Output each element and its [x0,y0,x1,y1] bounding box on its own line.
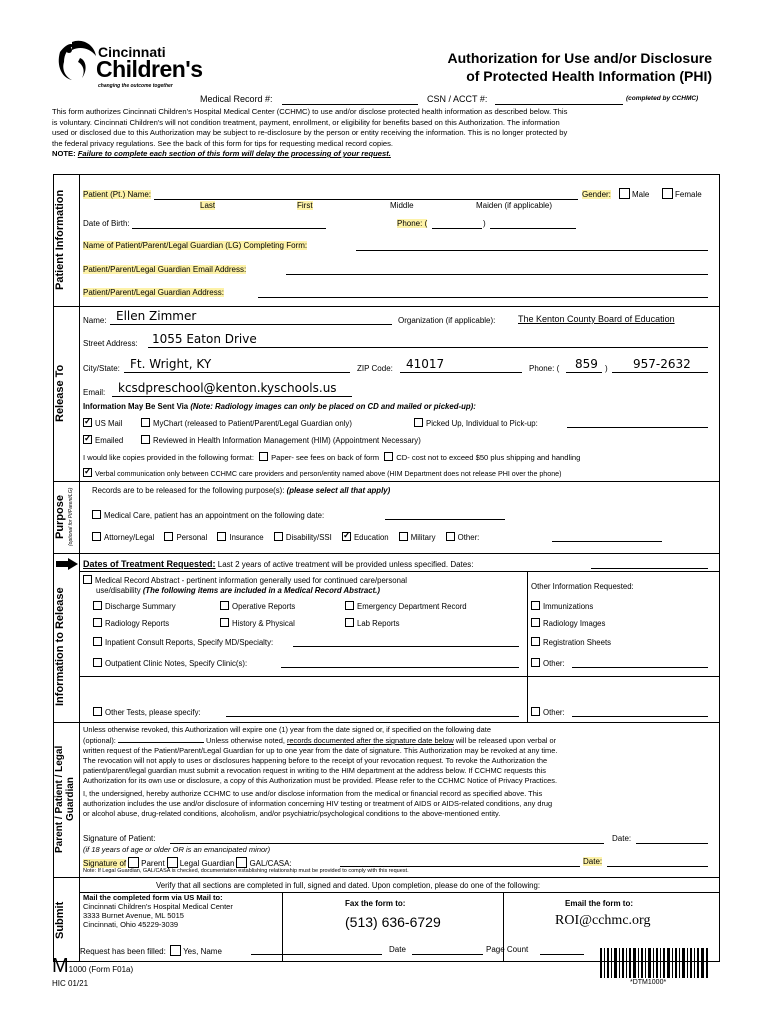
immunizations-option[interactable] [531,601,593,611]
info-col-divider [527,571,528,722]
fax-value: (513) 636-6729 [345,914,441,930]
parent-label: Parent [141,859,165,868]
dates-text: Last 2 years of active treatment will be provided unless specified. Dates: [217,560,474,569]
other-tests-checkbox[interactable] [93,707,102,716]
parent-checkbox[interactable] [128,857,139,868]
form-letter: M [52,955,69,977]
via-note: (Note: Radiology images can only be placed on CD and mailed or picked-up): [190,402,476,411]
patient-phone-close: ) [483,219,486,228]
outpatient-label: Outpatient Clinic Notes, Specify Clinic(s): [105,659,248,668]
sig-guardian-date-field[interactable] [607,866,708,867]
medical-record-label: Medical Record #: [200,94,273,104]
zip-value: 41017 [406,357,445,371]
discharge-label: Discharge Summary [105,602,176,611]
patient-email-label: Patient/Parent/Legal Guardian Email Address: [83,265,247,274]
disability-label: Disability/SSI [285,533,332,542]
dates-field[interactable] [591,568,708,569]
patient-address-label: Patient/Parent/Legal Guardian Address: [83,288,224,297]
filled-date-field[interactable] [412,954,483,955]
purpose-side-sub: (optional for Pt/Parent/LG) [68,487,74,547]
completed-by-note: (completed by CCHMC) [626,95,699,102]
expiration-line: Unless otherwise revoked, this Authorization will expire one (1) year from the date signed or, if specified on the following date [83,725,491,734]
outpatient-option[interactable] [93,658,247,668]
opt-him[interactable] [141,435,421,445]
mychart-label: MyChart (released to Patient/Parent/Legal Guardian only) [153,419,352,428]
section-divider [53,481,720,482]
purpose-other-checkbox[interactable] [446,532,455,541]
submit-col-divider [282,892,283,962]
gender-label: Gender: [582,190,611,199]
section-divider [53,877,720,878]
side-divider [79,174,80,962]
purpose-other-field[interactable] [552,541,662,542]
lab-option[interactable] [345,618,399,628]
section-divider [53,553,720,554]
insurance-checkbox[interactable] [217,532,226,541]
form-title-line2: of Protected Health Information (PHI) [466,68,712,84]
medical-care-label: Medical Care, patient has an appointment on the following date: [104,511,325,520]
form-num: 1000 (Form F01a) [68,965,134,974]
completing-form-field[interactable] [356,250,708,251]
filled-yes-checkbox[interactable] [170,945,181,956]
mychart-checkbox[interactable] [141,418,150,427]
female-label: Female [675,190,702,199]
emergency-checkbox[interactable] [345,601,354,610]
military-checkbox[interactable] [399,532,408,541]
him-checkbox[interactable] [141,435,150,444]
patient-email-field[interactable] [286,274,708,275]
mail-line: Cincinnati Children's Hospital Medical Center [83,902,233,911]
release-phone-label: Phone: ( [529,364,560,373]
expiration-line: patient/parent/legal guardian must submit a revocation request in writing to the HIM department at the address below. If CCHMC requests this [83,766,546,775]
zip-label: ZIP Code: [357,364,393,373]
male-label: Male [632,190,650,199]
paper-label: Paper- see fees on back of form [271,453,380,462]
sig-patient-note: (if 18 years of age or older OR is an emancipated minor) [83,845,271,854]
first-label: First [297,201,313,210]
other1-field[interactable] [572,667,708,668]
legal-guardian-checkbox[interactable] [167,857,178,868]
male-checkbox[interactable] [619,188,630,199]
registration-option[interactable] [531,637,611,647]
lab-label: Lab Reports [357,619,400,628]
filled-date-label: Date [389,945,406,954]
release-to-side-label: Release To [54,364,66,423]
release-name-value: Ellen Zimmer [116,309,197,323]
inpatient-label: Inpatient Consult Reports, Specify MD/Specialty: [105,638,274,647]
abstract-label: Medical Record Abstract - pertinent information generally used for continued care/personal [95,576,408,585]
opt-verbal[interactable] [83,468,561,478]
personal-checkbox[interactable] [164,532,173,541]
discharge-option[interactable] [93,601,176,611]
verbal-checkbox[interactable] [83,468,92,477]
emailed-label: Emailed [95,436,124,445]
discharge-checkbox[interactable] [93,601,102,610]
fax-label: Fax the form to: [345,899,406,908]
purpose-intro [92,486,390,495]
attorney-label: Attorney/Legal [104,533,155,542]
opt-emailed[interactable] [83,435,123,445]
release-email-value: kcsdpreschool@kenton.kyschools.us [118,381,337,395]
note-text: Failure to complete each section of this form will delay the processing of your request. [77,149,391,158]
page-count-label: Page Count [486,945,529,954]
emergency-label: Emergency Department Record [357,602,467,611]
medical-care-checkbox[interactable] [92,510,101,519]
dob-label: Date of Birth: [83,219,130,228]
info-release-side-label: Information to Release [54,587,66,707]
expiration-text: will be released upon verbal or [455,736,557,745]
intro-line: is voluntary. Cincinnati Children's will not condition treatment, payment, enrollment, or eligibility for benefits based on this Authorization. The information [52,117,560,127]
barcode-text: *DTM1000* [630,979,667,986]
verbal-label: Verbal communication only between CCHMC care providers and person/entity named above (HIM Department does not release PHI over the phone) [95,470,562,478]
radiology-images-option[interactable] [531,618,605,628]
middle-label: Middle [390,201,414,210]
authorization-line: authorization includes the use and/or disclosure of information concerning HIV testing or treatment of AIDS or AIDS-related conditions, any drug [83,799,553,808]
authorization-line: or alcohol abuse, drug-related conditions, alcoholism, and/or psychiatric/psychological conditions to the above-mentioned entity. [83,809,501,818]
insurance-label: Insurance [229,533,264,542]
verify-text: Verify that all sections are completed in full, signed and dated. Upon completion, please do one of the following: [156,881,541,890]
mail-title: Mail the completed form via US Mail to: [83,893,223,902]
pickup-individual-field[interactable] [567,427,708,428]
logo-line2: Children's [96,56,203,82]
city-field[interactable] [124,372,350,373]
abstract-line2 [96,586,380,595]
patient-phone-area-field[interactable] [432,228,482,229]
filled-name-field[interactable] [251,954,382,955]
abstract-option[interactable] [83,575,407,585]
release-email-field[interactable] [112,396,352,397]
csn-field[interactable] [495,104,623,105]
attorney-checkbox[interactable] [92,532,101,541]
sig-patient-date-field[interactable] [636,843,708,844]
city-label: City/State: [83,364,120,373]
usmail-label: US Mail [95,419,123,428]
release-name-label: Name: [83,316,107,325]
other1-option[interactable] [531,658,565,668]
other-tests-label: Other Tests, please specify: [105,708,201,717]
patient-phone-label: Phone: ( [397,219,428,228]
copies-line [83,452,580,462]
expiration-line: The revocation will not apply to uses or disclosures happening before to the receipt of your revocation request. To revoke the Authorization the [83,756,548,765]
immunizations-label: Immunizations [543,602,594,611]
form-number [52,955,133,978]
immunizations-checkbox[interactable] [531,601,540,610]
history-checkbox[interactable] [220,618,229,627]
medical-record-field[interactable] [282,104,418,105]
via-line [83,402,476,411]
csn-label: CSN / ACCT #: [427,94,488,104]
release-email-label: Email: [83,388,106,397]
info-divider [79,676,720,677]
abstract-note: (The following items are included in a Medical Record Abstract.) [142,586,380,595]
optional-label: (optional): [83,736,116,745]
other1-label: Other: [543,659,565,668]
expiration-text: Unless otherwise noted, [206,736,285,745]
authorization-line: I, the undersigned, hereby authorize CCHMC to use and/or disclose information from the medical or financial record as specified above. This [83,789,543,798]
patient-info-side-label: Patient Information [54,189,66,291]
city-value: Ft. Wright, KY [130,357,212,371]
radiology-reports-label: Radiology Reports [105,619,170,628]
signature-side-label: Parent / Patient / Legal Guardian [54,745,76,854]
intro-line: used or disclosed due to this Authorization may be subject to re-disclosure by the person or entity receiving the information. This is no longer protected by [52,128,568,137]
history-label: History & Physical [232,619,295,628]
military-label: Military [410,533,436,542]
gender-male[interactable] [617,188,649,199]
purpose-other-label: Other: [457,533,480,542]
street-field[interactable] [148,347,708,348]
registration-checkbox[interactable] [531,637,540,646]
hic-code: HIC 01/21 [52,979,89,988]
legal-guardian-label: Legal Guardian [179,859,235,868]
note-label: NOTE: [52,149,76,158]
page-count-field[interactable] [540,954,584,955]
email-form-label: Email the form to: [565,899,634,908]
operative-option[interactable] [220,601,295,611]
gender-female[interactable] [660,188,702,199]
filled-label: Request has been filled: [80,947,166,956]
patient-address-field[interactable] [258,297,708,298]
release-name-field[interactable] [110,324,392,325]
section-divider [53,306,720,307]
expiration-line: Authorization for its own use or disclosure, a copy of this Authorization must be provided. Please refer to the CCHMC Notice of Privacy Practices. [83,776,558,785]
other2-checkbox[interactable] [531,707,540,716]
mail-address [83,893,233,929]
via-label: Information May Be Sent Via [83,402,189,411]
sig-guardian-date-label: Date: [583,857,603,866]
opt-usmail[interactable] [83,418,122,428]
outpatient-checkbox[interactable] [93,658,102,667]
release-phone-value: 957-2632 [633,357,691,371]
dates-line [83,559,473,569]
street-label: Street Address: [83,339,138,348]
purpose-intro-note: (please select all that apply) [286,486,391,495]
inpatient-field[interactable] [293,646,519,647]
org-label: Organization (if applicable): [398,316,496,325]
other1-checkbox[interactable] [531,658,540,667]
abstract-line2-text: use/disability [96,586,141,595]
release-phone-area-field[interactable] [566,372,602,373]
registration-label: Registration Sheets [543,638,612,647]
radiology-reports-checkbox[interactable] [93,618,102,627]
other-tests-option[interactable] [93,707,201,717]
logo-tagline: changing the outcome together [98,83,173,89]
usmail-checkbox[interactable] [83,418,92,427]
logo-mark-icon [52,36,102,86]
other-req-label: Other Information Requested: [531,582,634,591]
purpose-options [92,532,479,542]
operative-label: Operative Reports [232,602,296,611]
cd-label: CD- cost not to exceed $50 plus shipping and handling [396,453,581,462]
sig-guardian-line [83,857,292,868]
optional-date-field[interactable] [118,735,204,743]
radiology-images-label: Radiology Images [543,619,606,628]
mail-line: Cincinnati, Ohio 45229-3039 [83,920,179,929]
him-label: Reviewed in Health Information Management (HIM) (Appointment Necessary) [153,436,421,445]
pickedup-label: Picked Up, Individual to Pick-up: [426,419,538,428]
logo-line1: Cincinnati [98,44,166,60]
galcasa-label: GAL/CASA: [249,859,292,868]
intro-line: This form authorizes Cincinnati Children's Hospital Medical Center (CCHMC) to use and/or disclose protected health information as described below. This [52,107,568,116]
female-checkbox[interactable] [662,188,673,199]
inpatient-option[interactable] [93,637,273,647]
sig-of-label: Signature of [83,859,127,868]
patient-name-field[interactable] [154,199,578,200]
lab-checkbox[interactable] [345,618,354,627]
release-phone-field[interactable] [612,372,708,373]
abstract-checkbox[interactable] [83,575,92,584]
disability-checkbox[interactable] [274,532,283,541]
intro-text [52,107,720,160]
outpatient-field[interactable] [281,667,519,668]
patient-phone-field[interactable] [490,228,576,229]
sig-guardian-field[interactable] [340,866,580,867]
purpose-label: Purpose [54,495,66,540]
paper-checkbox[interactable] [259,452,268,461]
dates-label: Dates of Treatment Requested: [83,559,216,569]
mail-line: 3333 Burnet Avenue, ML 5015 [83,911,184,920]
radiology-images-checkbox[interactable] [531,618,540,627]
last-label: Last [200,201,216,210]
org-value: The Kenton County Board of Education [518,314,675,324]
form-title-line1: Authorization for Use and/or Disclosure [447,50,712,66]
other-tests-field[interactable] [226,716,519,717]
dob-field[interactable] [132,228,326,229]
authorization-paragraph [83,789,713,819]
operative-checkbox[interactable] [220,601,229,610]
copies-label: I would like copies provided in the following format: [83,453,254,462]
barcode-icon [600,948,710,978]
patient-name-label: Patient (Pt.) Name: [83,190,152,199]
arrow-right-icon [56,558,78,570]
sig-patient-date-label: Date: [612,834,632,843]
intro-line: the federal privacy regulations. See the back of this form for tips for requesting medical record copies. [52,138,394,148]
street-value: 1055 Eaton Drive [152,332,257,346]
info-top-divider [79,571,720,572]
inpatient-checkbox[interactable] [93,637,102,646]
emailed-checkbox[interactable] [83,435,92,444]
sig-patient-field[interactable] [170,843,604,844]
pickedup-checkbox[interactable] [414,418,423,427]
radiology-reports-option[interactable] [93,618,169,628]
release-phone-close: ) [605,364,608,373]
email-form-value[interactable]: ROI@cchmc.org [555,913,651,928]
opt-pickedup[interactable] [414,418,538,428]
opt-mychart[interactable] [141,418,352,428]
expiration-paragraph [83,725,713,786]
purpose-intro-text: Records are to be released for the following purpose(s): [92,486,285,495]
education-checkbox[interactable] [342,532,351,541]
appointment-date-field[interactable] [385,519,505,520]
logo [52,36,212,92]
sig-patient-label: Signature of Patient: [83,834,156,843]
completing-form-label: Name of Patient/Parent/Legal Guardian (LG) Completing Form: [83,241,308,250]
cd-checkbox[interactable] [384,452,393,461]
galcasa-checkbox[interactable] [236,857,247,868]
history-option[interactable] [220,618,295,628]
education-label: Education [353,533,389,542]
expiration-line: written request of the Patient/Parent/Legal Guardian for up to one year from the date of signature. This Authorization may be revoked at any time. [83,746,558,755]
purpose-medical-care[interactable] [92,510,324,520]
section-divider [53,722,720,723]
yes-name-label: Yes, Name [183,947,222,956]
expiration-underlined: records documented after the signature date below [286,736,454,745]
maiden-label: Maiden (if applicable) [476,201,553,210]
emergency-option[interactable] [345,601,467,611]
submit-side-label: Submit [54,901,66,939]
personal-label: Personal [176,533,208,542]
other2-label: Other: [543,708,565,717]
other2-field[interactable] [572,716,708,717]
sig-note: Note: If Legal Guardian, GAL/CASA is checked, documentation establishing relationship must be provided to comply with this request. [83,868,409,874]
zip-field[interactable] [400,372,522,373]
release-phone-area-value: 859 [575,357,598,371]
other2-option[interactable] [531,707,565,717]
